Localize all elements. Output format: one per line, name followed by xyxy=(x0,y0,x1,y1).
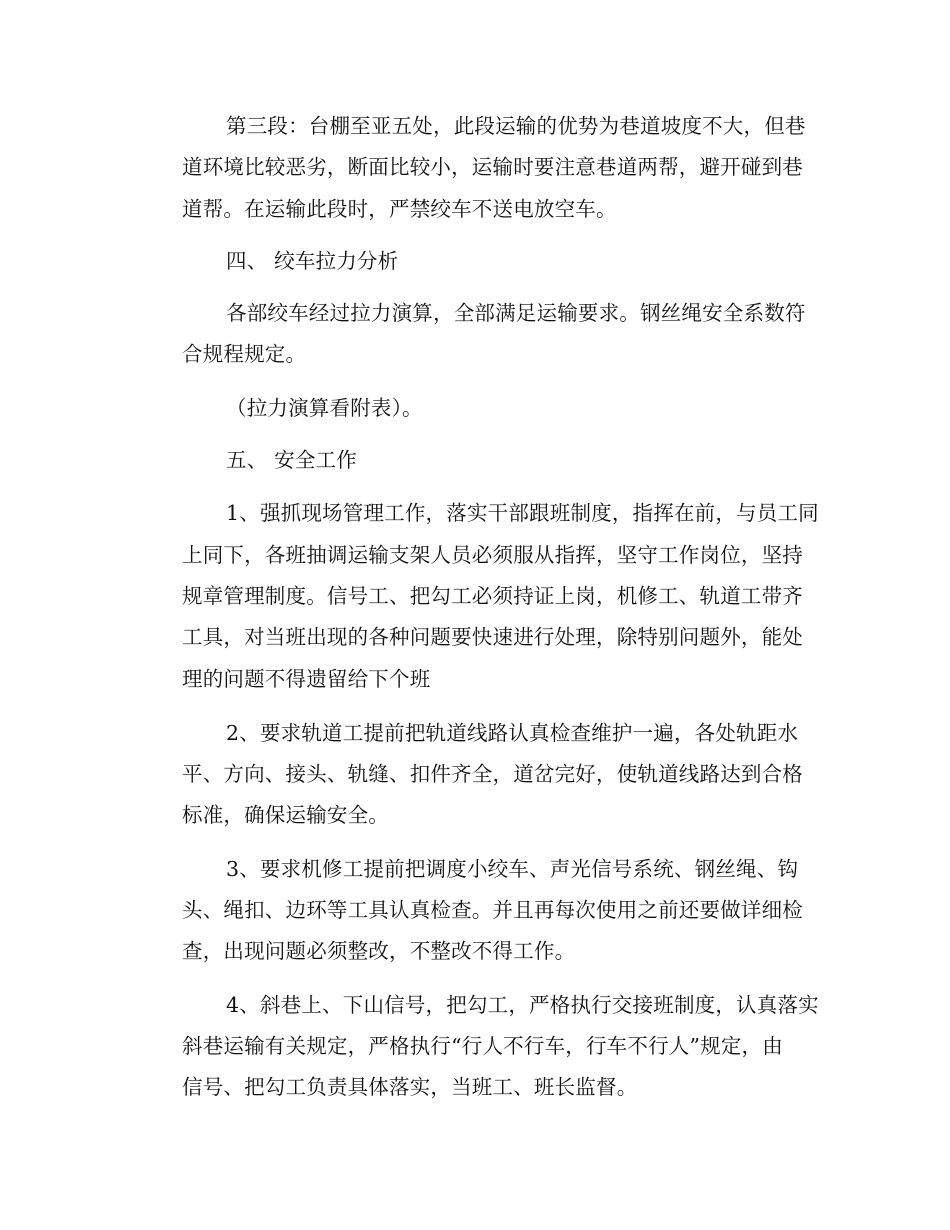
safety-item-3 xyxy=(141,849,811,973)
text-line: 合规程规定。 xyxy=(182,342,307,367)
text-line: 各部绞车经过拉力演算，全部满足运输要求。钢丝绳安全系数符 xyxy=(226,301,806,326)
safety-item-1 xyxy=(141,493,819,699)
text-line: 4、斜巷上、下山信号，把勾工，严格执行交接班制度，认真落实 xyxy=(226,992,819,1017)
text-line: 第三段：台棚至亚五处，此段运输的优势为巷道坡度不大，但巷 xyxy=(226,114,806,138)
text-line: 1、强抓现场管理工作，落实干部跟班制度，指挥在前，与员工同 xyxy=(226,501,819,526)
section-heading-text: 四、 绞车拉力分析 xyxy=(226,248,399,273)
section-heading-safety-work xyxy=(141,440,811,481)
text-line: 理的问题不得遗留给下个班 xyxy=(182,666,431,691)
text-line: 查，出现问题必须整改，不整改不得工作。 xyxy=(182,939,576,964)
text-line: 标准，确保运输安全。 xyxy=(182,803,389,828)
text-line: 工具，对当班出现的各种问题要快速进行处理，除特别问题外，能处 xyxy=(182,625,803,650)
text-line: 3、要求机修工提前把调度小绞车、声光信号系统、钢丝绳、钩 xyxy=(226,856,799,881)
text-line: 道环境比较恶劣，断面比较小，运输时要注意巷道两帮，避开碰到巷 xyxy=(182,155,803,180)
paragraph-tension-result xyxy=(141,293,811,376)
text-line: 斜巷运输有关规定，严格执行“行人不行车，行车不行人”规定，由 xyxy=(182,1033,783,1058)
text-line: 平、方向、接头、轨缝、扣件齐全，道岔完好，使轨道线路达到合格 xyxy=(182,762,803,787)
section-heading-text: 五、 安全工作 xyxy=(226,448,357,473)
section-heading-winch-tension xyxy=(141,241,811,282)
paragraph-appendix-note xyxy=(141,388,811,429)
text-line: 上同下，各班抽调运输支架人员必须服从指挥，坚守工作岗位，坚持 xyxy=(182,542,803,567)
text-line: 2、要求轨道工提前把轨道线路认真检查维护一遍，各处轨距水 xyxy=(226,720,799,745)
safety-item-2 xyxy=(141,713,811,837)
text-line: 头、绳扣、边环等工具认真检查。并且再每次使用之前还要做详细检 xyxy=(182,898,803,923)
text-line: 信号、把勾工负责具体落实，当班工、班长监督。 xyxy=(182,1075,638,1100)
text-line: （拉力演算看附表）。 xyxy=(226,395,423,420)
text-line: 规章管理制度。信号工、把勾工必须持证上岗，机修工、轨道工带齐 xyxy=(182,583,803,608)
text-line: 道帮。在运输此段时，严禁绞车不送电放空车。 xyxy=(182,196,617,221)
safety-item-4 xyxy=(141,985,819,1109)
paragraph-third-section xyxy=(141,106,811,230)
document-body xyxy=(141,106,819,1109)
